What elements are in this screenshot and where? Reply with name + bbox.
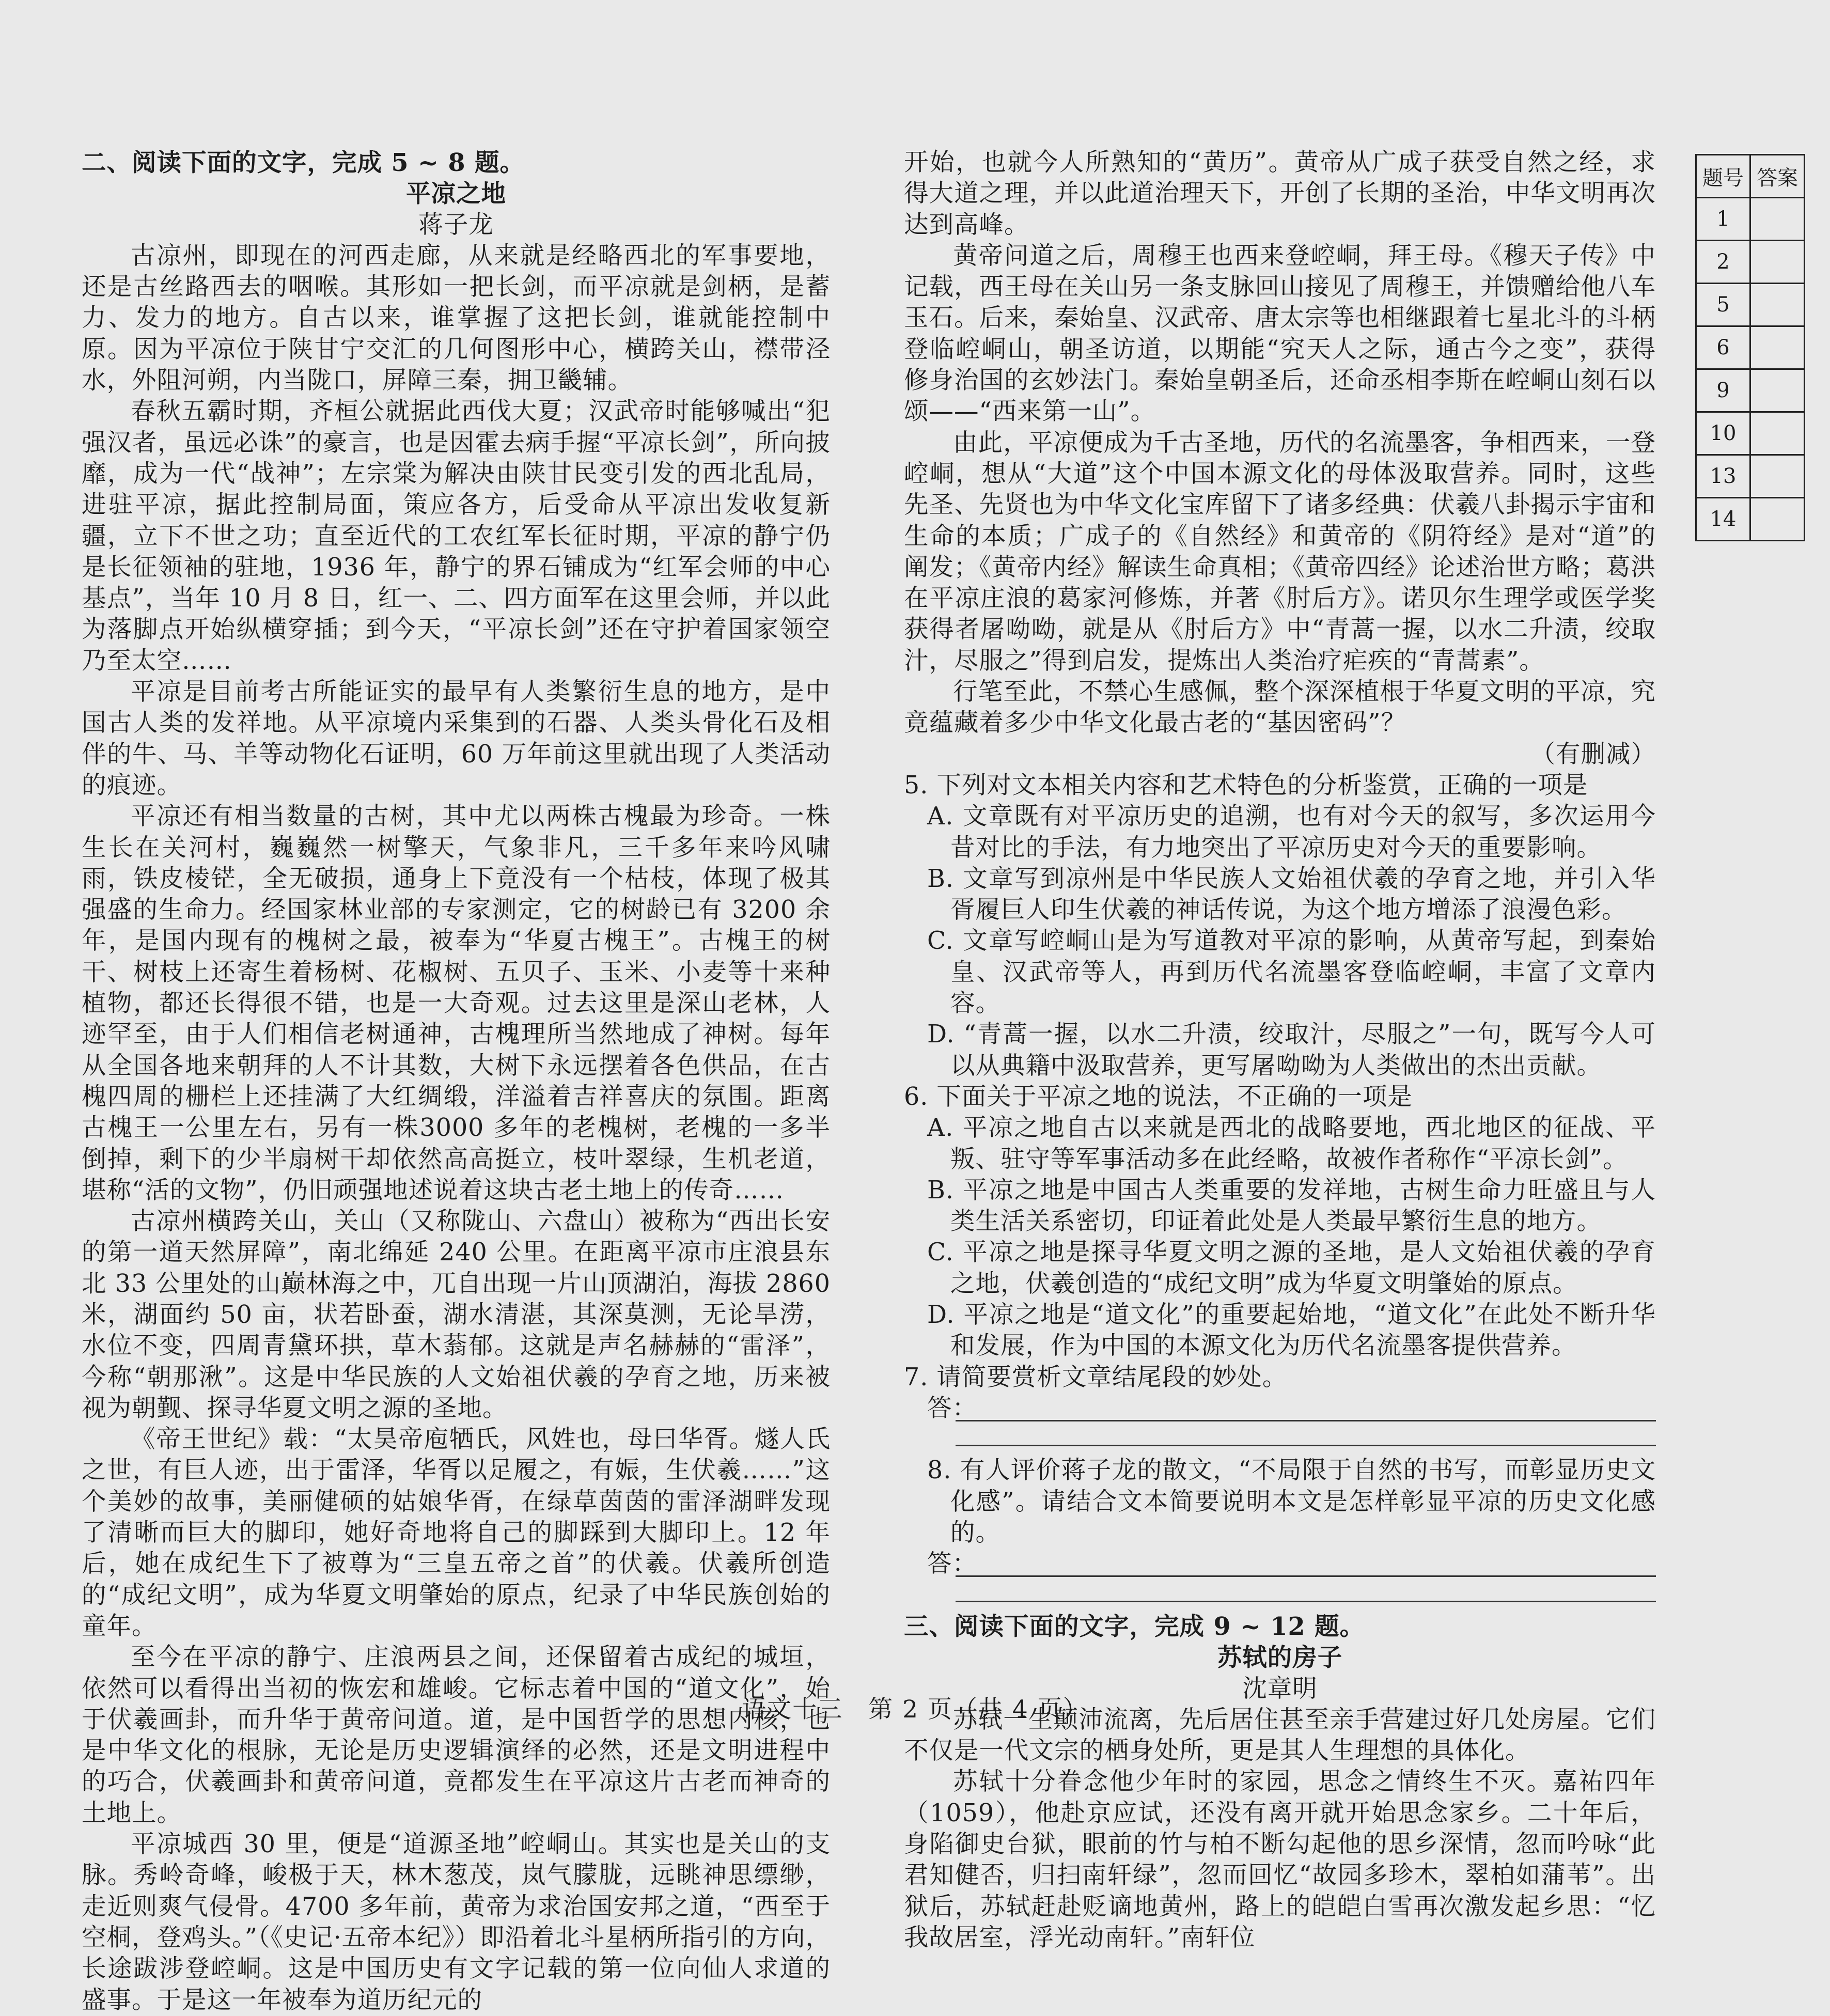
answer-label: 答：: [927, 1394, 977, 1423]
answer-table-number: 2: [1696, 241, 1750, 284]
paragraph: 平凉是目前考古所能证实的最早有人类繁衍生息的地方，是中国古人类的发祥地。从平凉境内采集到的石器、人类头骨化石及相伴的牛、马、羊等动物化石证明，60 万年前这里就出现了人类活动的痕迹。: [82, 678, 831, 800]
answer-table-number: 10: [1696, 412, 1750, 455]
question-6-option-c: C. 平凉之地是探寻华夏文明之源的圣地，是人文始祖伏羲的孕育之地，伏羲创造的“成纪文明”成为华夏文明肇始的原点。: [927, 1238, 1656, 1298]
answer-table-number: 5: [1696, 284, 1750, 326]
answer-blank-line[interactable]: [956, 1424, 1656, 1455]
answer-cell[interactable]: [1750, 198, 1805, 241]
question-7-answer-line[interactable]: [904, 1393, 1656, 1424]
article-title: 平凉之地: [406, 179, 506, 209]
article-title: 苏轼的房子: [1217, 1643, 1343, 1673]
answer-cell[interactable]: [1750, 412, 1805, 455]
paragraph: 开始，也就今人所熟知的“黄历”。黄帝从广成子获受自然之经，求得大道之理，并以此道治理天下，开创了长期的圣治，中华文明再次达到高峰。: [904, 148, 1656, 239]
paragraph: 古凉州横跨关山，关山（又称陇山、六盘山）被称为“西出长安的第一道天然屏障”，南北绵延 240 公里。在距离平凉市庄浪县东北 33 公里处的山巅林海之中，兀自出现一片山顶湖泊，海拔 2860 米，湖面约 50 亩，状若卧蚕，湖水清湛，其深莫测，无论旱涝，水位不变，四周青黛环拱，草木蓊郁。这就是声名赫赫的“雷泽”，今称“朝那湫”。这是中华民族的人文始祖伏羲的孕育之地，历来被视为朝觐、探寻华夏文明之源的圣地。: [82, 1207, 831, 1423]
answer-table-row: [1696, 498, 1805, 541]
answer-table-header: [1696, 155, 1805, 198]
answer-cell[interactable]: [1750, 455, 1805, 498]
article-author: 蒋子龙: [418, 210, 494, 239]
question-5-stem: 5. 下列对文本相关内容和艺术特色的分析鉴赏，正确的一项是: [904, 771, 1588, 800]
paragraph: 至今在平凉的静宁、庄浪两县之间，还保留着古成纪的城垣，依然可以看得出当初的恢宏和雄峻。它标志着中国的“道文化”，始于伏羲画卦，而升华于黄帝问道。道，是中国哲学的思想内核，也是中华文化的根脉，无论是历史逻辑演绎的必然，还是文明进程中的巧合，伏羲画卦和黄帝问道，竟都发生在平凉这片古老而神奇的土地上。: [82, 1643, 831, 1827]
question-8-answer-line[interactable]: [904, 1549, 1656, 1580]
paragraph: 《帝王世纪》载：“太昊帝庖牺氏，风姓也，母曰华胥。燧人氏之世，有巨人迹，出于雷泽，华胥以足履之，有娠，生伏羲……”这个美妙的故事，美丽健硕的姑娘华胥，在绿草茵茵的雷泽湖畔发现了清晰而巨大的脚印，她好奇地将自己的脚踩到大脚印上。12 年后，她在成纪生下了被尊为“三皇五帝之首”的伏羲。伏羲所创造的“成纪文明”，成为华夏文明肇始的原点，纪录了中华民族创始的童年。: [82, 1425, 831, 1640]
paragraph: 平凉还有相当数量的古树，其中尤以两株古槐最为珍奇。一株生长在关河村，巍巍然一树擎天，气象非凡，三千多年来吟风啸雨，铁皮棱铓，全无破损，通身上下竟没有一个枯枝，体现了极其强盛的生命力。经国家林业部的专家测定，它的树龄已有 3200 余年，是国内现有的槐树之最，被奉为“华夏古槐王”。古槐王的树干、树枝上还寄生着杨树、花椒树、五贝子、玉米、小麦等十来种植物，都还长得很不错，也是一大奇观。过去这里是深山老林，人迹罕至，由于人们相信老树通神，古槐理所当然地成了神树。每年从全国各地来朝拜的人不计其数，大树下永远摆着各色供品，在古槐四周的栅栏上还挂满了大红绸缎，洋溢着吉祥喜庆的氛围。距离古槐王一公里左右，另有一株3000 多年的老槐树，老槐的一多半倒掉，剩下的少半扇树干却依然高高挺立，枝叶翠绿，生机老道，堪称“活的文物”，仍旧顽强地述说着这块古老土地上的传奇……: [82, 802, 831, 1205]
paragraph: 黄帝问道之后，周穆王也西来登崆峒，拜王母。《穆天子传》中记载，西王母在关山另一条支脉回山接见了周穆王，并馈赠给他八车玉石。后来，秦始皇、汉武帝、唐太宗等也相继跟着七星北斗的斗柄登临崆峒山，朝圣访道，以期能“究天人之际，通古今之变”，获得修身治国的玄妙法门。秦始皇朝圣后，还命丞相李斯在崆峒山刻石以颂——“西来第一山”。: [904, 241, 1656, 426]
answer-label: 答：: [927, 1550, 977, 1579]
answer-blank-line[interactable]: [956, 1580, 1656, 1611]
answer-table-row: [1696, 241, 1805, 284]
answer-table-number: 1: [1696, 198, 1750, 241]
question-5-option-a: A. 文章既有对平凉历史的追溯，也有对今天的叙写，多次运用今昔对比的手法，有力地突出了平凉历史对今天的重要影响。: [927, 802, 1656, 862]
answer-cell[interactable]: [1750, 326, 1805, 369]
section2-heading: 二、阅读下面的文字，完成 5 ~ 8 题。: [82, 148, 525, 177]
section3-heading: 三、阅读下面的文字，完成 9 ~ 12 题。: [904, 1612, 1365, 1641]
answer-rule: [956, 1601, 1656, 1602]
answer-rule: [956, 1575, 1656, 1577]
abridged-note: （有删减）: [1530, 740, 1656, 769]
answer-table-row: [1696, 198, 1805, 241]
question-6-option-b: B. 平凉之地是中国古人类重要的发祥地，古树生命力旺盛且与人类生活关系密切，印证着此处是人类最早繁衍生息的地方。: [927, 1176, 1656, 1236]
paragraph: 行笔至此，不禁心生感佩，整个深深植根于华夏文明的平凉，究竟蕴藏着多少中华文化最古老的“基因密码”？: [904, 678, 1656, 738]
paragraph: 苏轼十分眷念他少年时的家园，思念之情终生不灭。嘉祐四年（1059），他赴京应试，还没有离开就开始思念家乡。二十年后，身陷御史台狱，眼前的竹与柏不断勾起他的思乡深情，忽而吟咏“此君知健否，归扫南轩绿”，忽而回忆“故园多珍木，翠柏如蒲苇”。出狱后，苏轼赶赴贬谪地黄州，路上的皑皑白雪再次激发起乡思：“忆我故居室，浮光动南轩。”南轩位: [904, 1768, 1656, 1952]
answer-table-row: [1696, 369, 1805, 412]
answer-table-number: 9: [1696, 369, 1750, 412]
question-6-stem: 6. 下面关于平凉之地的说法，不正确的一项是: [904, 1082, 1413, 1111]
paragraph: 由此，平凉便成为千古圣地，历代的名流墨客，争相西来，一登崆峒，想从“大道”这个中国本源文化的母体汲取营养。同时，这些先圣、先贤也为中华文化宝库留下了诸多经典：伏羲八卦揭示宇宙和生命的本质；广成子的《自然经》和黄帝的《阴符经》是对“道”的阐发；《黄帝内经》解读生命真相；《黄帝四经》论述治世方略；葛洪在平凉庄浪的葛家河修炼，并著《肘后方》。诺贝尔生理学或医学奖获得者屠呦呦，就是从《肘后方》中“青蒿一握，以水二升渍，绞取汁，尽服之”得到启发，提炼出人类治疗疟疾的“青蒿素”。: [904, 428, 1656, 675]
left-column: [82, 147, 831, 2016]
article-author: 沈章明: [1242, 1674, 1318, 1703]
question-6-option-d: D. 平凉之地是“道文化”的重要起始地，“道文化”在此处不断升华和发展，作为中国的本源文化为历代名流墨客提供营养。: [927, 1300, 1656, 1361]
answer-table-number: 14: [1696, 498, 1750, 541]
question-8-stem: 8. 有人评价蒋子龙的散文，“不局限于自然的书写，而彰显历史文化感”。请结合文本简要说明本文是怎样彰显平凉的历史文化感的。: [927, 1456, 1656, 1548]
question-5-option-c: C. 文章写崆峒山是为写道教对平凉的影响，从黄帝写起，到秦始皇、汉武帝等人，再到历代名流墨客登临崆峒，丰富了文章内容。: [927, 927, 1656, 1018]
answer-table-row: [1696, 284, 1805, 326]
answer-table-row: [1696, 326, 1805, 369]
answer-table-row: [1696, 455, 1805, 498]
answer-cell[interactable]: [1750, 498, 1805, 541]
paragraph: 苏轼一生颠沛流离，先后居住甚至亲手营建过好几处房屋。它们不仅是一代文宗的栖身处所，更是其人生理想的具体化。: [904, 1705, 1656, 1765]
question-7-stem: 7. 请简要赏析文章结尾段的妙处。: [904, 1363, 1288, 1392]
answer-table-row: [1696, 412, 1805, 455]
answer-table: [1695, 154, 1805, 541]
page-footer: 语文十三 第 2 页（共 4 页）: [742, 1695, 1088, 1724]
paragraph: 平凉城西 30 里，便是“道源圣地”崆峒山。其实也是关山的支脉。秀岭奇峰，峻极于天，林木葱茂，岚气朦胧，远眺神思缥缈，走近则爽气侵骨。4700 多年前，黄帝为求治国安邦之道，“西至于空桐，登鸡头。”（《史记·五帝本纪》）即沿着北斗星柄所指引的方向，长途跋涉登崆峒。这是中国历史有文字记载的第一位向仙人求道的盛事。于是这一年被奉为道历纪元的: [82, 1830, 831, 2014]
answer-table-number: 6: [1696, 326, 1750, 369]
answer-cell[interactable]: [1750, 241, 1805, 284]
answer-rule: [956, 1420, 1656, 1421]
answer-table-number: 13: [1696, 455, 1750, 498]
answer-table-header-answer: 答案: [1750, 155, 1805, 198]
paragraph: 古凉州，即现在的河西走廊，从来就是经略西北的军事要地，还是古丝路西去的咽喉。其形如一把长剑，而平凉就是剑柄，是蓄力、发力的地方。自古以来，谁掌握了这把长剑，谁就能控制中原。因为平凉位于陕甘宁交汇的几何图形中心，横跨关山，襟带泾水，外阻河朔，内当陇口，屏障三秦，拥卫畿辅。: [82, 241, 831, 395]
question-5-option-d: D. “青蒿一握，以水二升渍，绞取汁，尽服之”一句，既写今人可以从典籍中汲取营养，更写屠呦呦为人类做出的杰出贡献。: [927, 1020, 1656, 1080]
paragraph: 春秋五霸时期，齐桓公就据此西伐大夏；汉武帝时能够喊出“犯强汉者，虽远必诛”的豪言，也是因霍去病手握“平凉长剑”，所向披靡，成为一代“战神”；左宗棠为解决由陕甘民变引发的西北乱局，进驻平凉，据此控制局面，策应各方，后受命从平凉出发收复新疆，立下不世之功；直至近代的工农红军长征时期，平凉的静宁仍是长征领袖的驻地，1936 年，静宁的界石铺成为“红军会师的中心基点”，当年 10 月 8 日，红一、二、四方面军在这里会师，并以此为落脚点开始纵横穿插；到今天，“平凉长剑”还在守护着国家领空乃至太空……: [82, 397, 831, 675]
question-5-option-b: B. 文章写到凉州是中华民族人文始祖伏羲的孕育之地，并引入华胥履巨人印生伏羲的神话传说，为这个地方增添了浪漫色彩。: [927, 864, 1656, 925]
answer-rule: [956, 1445, 1656, 1446]
right-column: [904, 147, 1656, 1954]
answer-cell[interactable]: [1750, 369, 1805, 412]
answer-cell[interactable]: [1750, 284, 1805, 326]
answer-table-header-number: 题号: [1696, 155, 1750, 198]
question-6-option-a: A. 平凉之地自古以来就是西北的战略要地，西北地区的征战、平叛、驻守等军事活动多在此经略，故被作者称作“平凉长剑”。: [927, 1114, 1656, 1174]
